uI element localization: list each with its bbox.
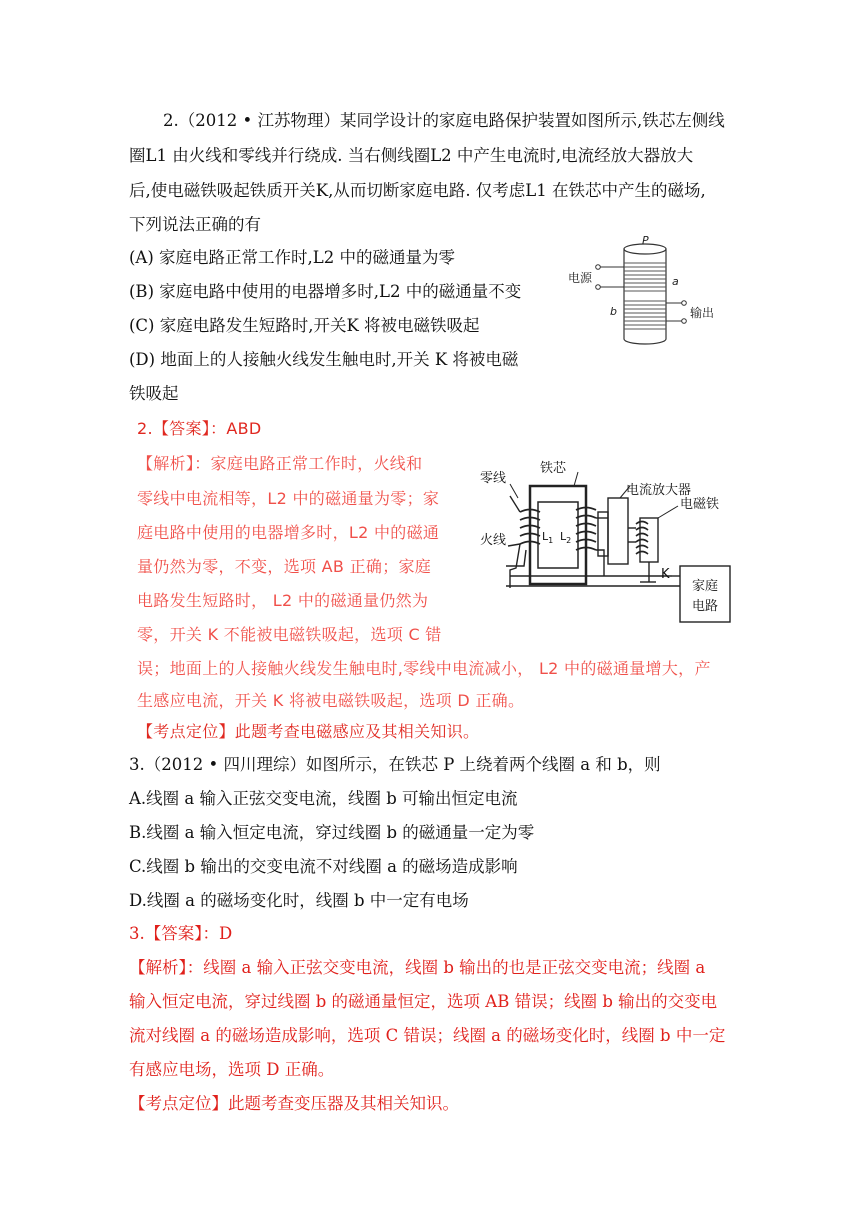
q2-analysis-line-8: 生感应电流，开关 K 将被电磁铁吸起，选项 D 正确。 (137, 691, 525, 710)
core-label-p: P (642, 235, 649, 247)
q2-analysis-line-1: 【解析】：家庭电路正常工作时，火线和 (137, 454, 423, 473)
q2-analysis-line-6: 零，开关 K 不能被电磁铁吸起，选项 C 错 (137, 625, 442, 644)
source-label: 电源 (568, 271, 593, 285)
live-wire-label: 火线 (480, 533, 507, 548)
coil-a-label: a (672, 275, 679, 288)
q2-option-d-cont: 铁吸起 (129, 384, 179, 403)
q2-analysis-line-2: 零线中电流相等，L2 中的磁通量为零；家 (137, 489, 440, 508)
coil-b-label: b (610, 305, 617, 318)
q3-option-a: A.线圈 a 输入正弦交变电流，线圈 b 可输出恒定电流 (129, 789, 518, 808)
q2-analysis-line-4: 量仍然为零，不变，选项 AB 正确；家庭 (137, 557, 432, 576)
q2-option-c: (C) 家庭电路发生短路时,开关K 将被电磁铁吸起 (129, 316, 480, 335)
q3-analysis-line-4: 有感应电场，选项 D 正确。 (129, 1060, 335, 1079)
q2-key-point: 【考点定位】此题考查电磁感应及其相关知识。 (137, 722, 480, 741)
q3-answer: 3.【答案】：D (129, 924, 233, 943)
electromagnet-label: 电磁铁 (680, 497, 720, 512)
coil-figure (565, 235, 735, 350)
q2-option-a: (A) 家庭电路正常工作时,L2 中的磁通量为零 (129, 248, 455, 267)
circuit-diagram (480, 458, 752, 643)
coil-l2-label: $L_2$ (560, 530, 572, 545)
q3-option-d: D.线圈 a 的磁场变化时，线圈 b 中一定有电场 (129, 891, 469, 910)
switch-k-label: K (661, 567, 670, 582)
home-circuit-label-1: 家庭 (692, 579, 719, 594)
coil-l1-label: $L_1$ (542, 530, 554, 545)
neutral-wire-label: 零线 (480, 471, 507, 486)
q2-option-b: (B) 家庭电路中使用的电器增多时,L2 中的磁通量不变 (129, 282, 522, 301)
q2-answer: 2.【答案】：ABD (137, 419, 262, 438)
q2-analysis-line-7: 误；地面上的人接触火线发生触电时,零线中电流减小， L2 中的磁通量增大，产 (137, 659, 711, 678)
q3-analysis-line-2: 输入恒定电流，穿过线圈 b 的磁通量恒定，选项 AB 错误；线圈 b 输出的交变电 (129, 992, 718, 1011)
q2-stem-line-3: 后,使电磁铁吸起铁质开关K,从而切断家庭电路. 仅考虑L1 在铁芯中产生的磁场, (129, 181, 706, 200)
q2-stem-line-1: 2.（2012 • 江苏物理）某同学设计的家庭电路保护装置如图所示,铁芯左侧线 (163, 111, 725, 130)
home-circuit-label-2: 电路 (692, 599, 719, 614)
q2-option-d: (D) 地面上的人接触火线发生触电时,开关 K 将被电磁 (129, 350, 519, 369)
iron-core-label: 铁芯 (540, 461, 567, 476)
q3-analysis-line-3: 流对线圈 a 的磁场造成影响，选项 C 错误；线圈 a 的磁场变化时，线圈 b 中一定 (129, 1026, 726, 1045)
q2-analysis-line-3: 庭电路中使用的电器增多时，L2 中的磁通 (137, 523, 440, 542)
output-label: 输出 (690, 306, 715, 320)
q2-stem-line-4: 下列说法正确的有 (129, 215, 261, 234)
q3-option-c: C.线圈 b 输出的交变电流不对线圈 a 的磁场造成影响 (129, 857, 518, 876)
current-amplifier-label: 电流放大器 (626, 483, 692, 498)
q2-stem-line-2: 圈L1 由火线和零线并行绕成. 当右侧线圈L2 中产生电流时,电流经放大器放大 (129, 146, 694, 165)
q3-option-b: B.线圈 a 输入恒定电流，穿过线圈 b 的磁通量一定为零 (129, 823, 535, 842)
q3-analysis-line-1: 【解析】：线圈 a 输入正弦交变电流，线圈 b 输出的也是正弦交变电流；线圈 a (129, 958, 706, 977)
q3-key-point: 【考点定位】此题考查变压器及其相关知识。 (129, 1094, 459, 1113)
q2-analysis-line-5: 电路发生短路时， L2 中的磁通量仍然为 (137, 591, 429, 610)
q3-stem: 3.（2012 • 四川理综）如图所示，在铁芯 P 上绕着两个线圈 a 和 b，则 (129, 755, 661, 774)
